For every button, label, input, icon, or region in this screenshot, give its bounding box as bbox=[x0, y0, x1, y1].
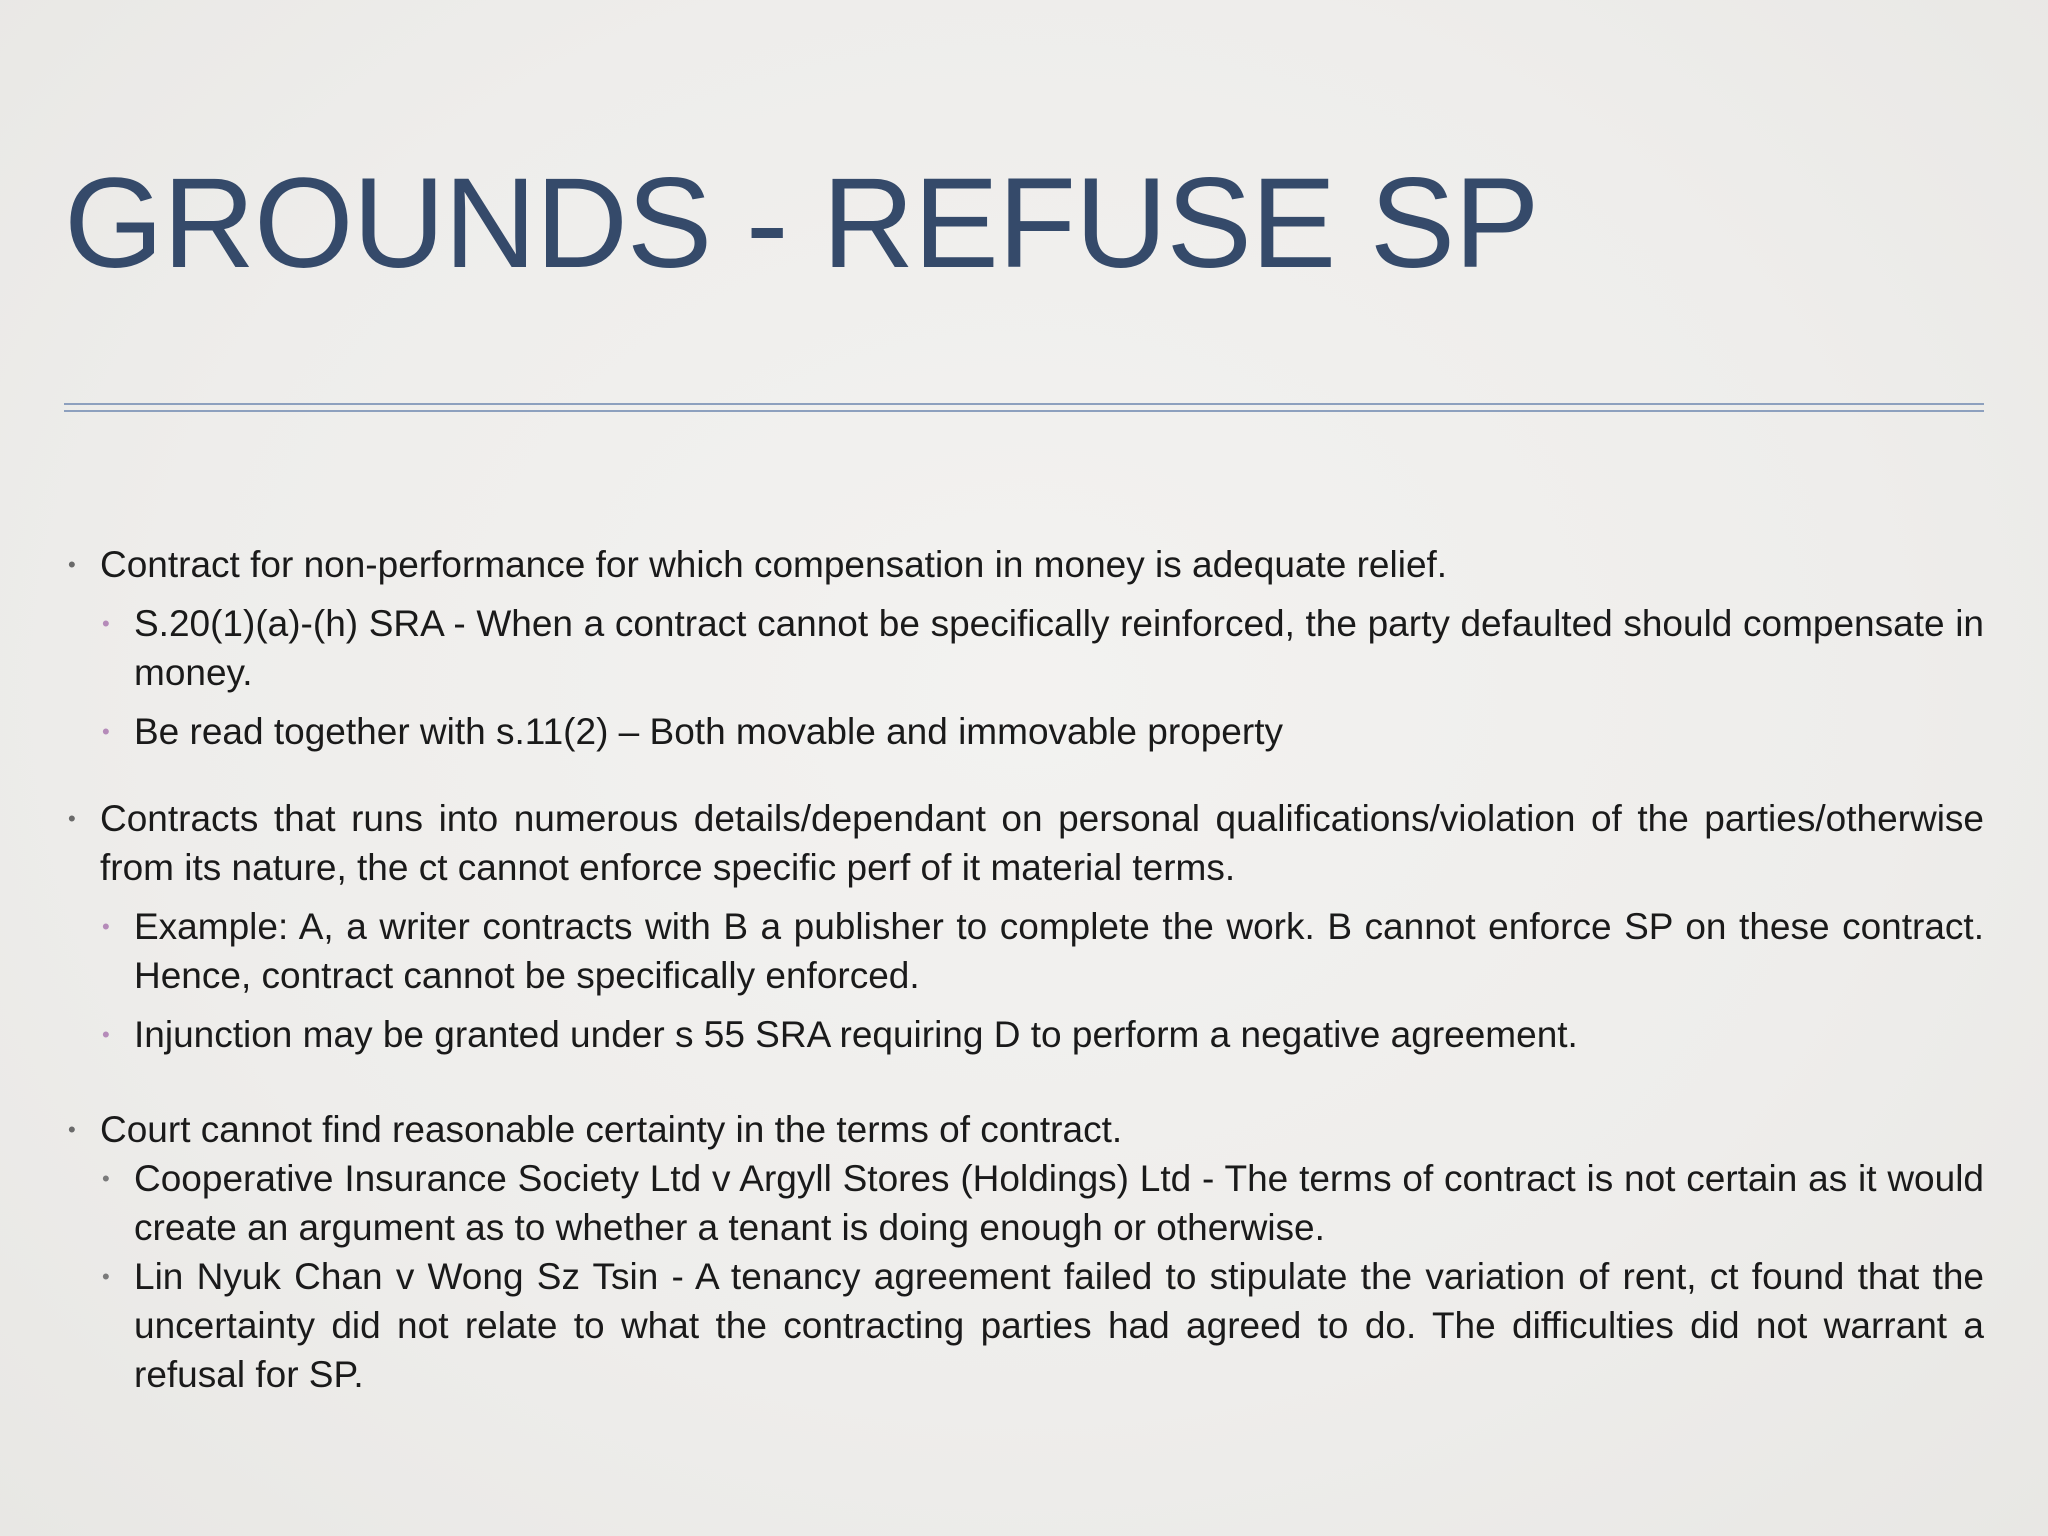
bullet-icon: • bbox=[102, 1022, 110, 1047]
bullet-icon: • bbox=[68, 806, 76, 831]
sub-bullet-text: Lin Nyuk Chan v Wong Sz Tsin - A tenancy agreement failed to stipulate the variation of rent, ct found that the uncertainty did not relate to what the contracting parties had agreed to do. The difficulties did not warrant a refusal for SP. bbox=[134, 1256, 1984, 1395]
bullet-item bbox=[64, 794, 1984, 892]
bullet-icon: • bbox=[102, 611, 110, 636]
bullet-icon: • bbox=[102, 719, 110, 744]
bullet-item bbox=[64, 1105, 1984, 1154]
sub-bullet-item bbox=[64, 1252, 1984, 1399]
bullet-icon: • bbox=[68, 1117, 76, 1142]
bullet-text: Court cannot find reasonable certainty in the terms of contract. bbox=[100, 1109, 1123, 1150]
sub-bullet-text: S.20(1)(a)-(h) SRA - When a contract cannot be specifically reinforced, the party defaulted should compensate in money. bbox=[134, 603, 1984, 693]
bullet-text: Contracts that runs into numerous details/dependant on personal qualifications/violation of the parties/otherwise from its nature, the ct cannot enforce specific perf of it material terms. bbox=[100, 798, 1984, 888]
bullet-icon: • bbox=[102, 1166, 110, 1191]
sub-bullet-item bbox=[64, 707, 1984, 756]
bullet-icon: • bbox=[102, 1264, 110, 1289]
slide-body bbox=[64, 540, 1984, 1399]
title-divider-line-secondary bbox=[64, 410, 1984, 412]
sub-bullet-item bbox=[64, 902, 1984, 1000]
sub-bullet-text: Cooperative Insurance Society Ltd v Argyll Stores (Holdings) Ltd - The terms of contract is not certain as it would create an argument as to whether a tenant is doing enough or otherwise. bbox=[134, 1158, 1984, 1248]
bullet-text: Contract for non-performance for which compensation in money is adequate relief. bbox=[100, 544, 1448, 585]
slide-title: GROUNDS - REFUSE SP bbox=[64, 152, 1539, 295]
title-divider-line bbox=[64, 403, 1984, 405]
sub-bullet-text: Injunction may be granted under s 55 SRA requiring D to perform a negative agreement. bbox=[134, 1014, 1578, 1055]
sub-bullet-item bbox=[64, 599, 1984, 697]
sub-bullet-item bbox=[64, 1010, 1984, 1059]
bullet-item bbox=[64, 540, 1984, 589]
sub-bullet-text: Example: A, a writer contracts with B a publisher to complete the work. B cannot enforce SP on these contract. Hence, contract cannot be specifically enforced. bbox=[134, 906, 1984, 996]
bullet-icon: • bbox=[68, 552, 76, 577]
sub-bullet-item bbox=[64, 1154, 1984, 1252]
bullet-icon: • bbox=[102, 914, 110, 939]
sub-bullet-text: Be read together with s.11(2) – Both movable and immovable property bbox=[134, 711, 1283, 752]
